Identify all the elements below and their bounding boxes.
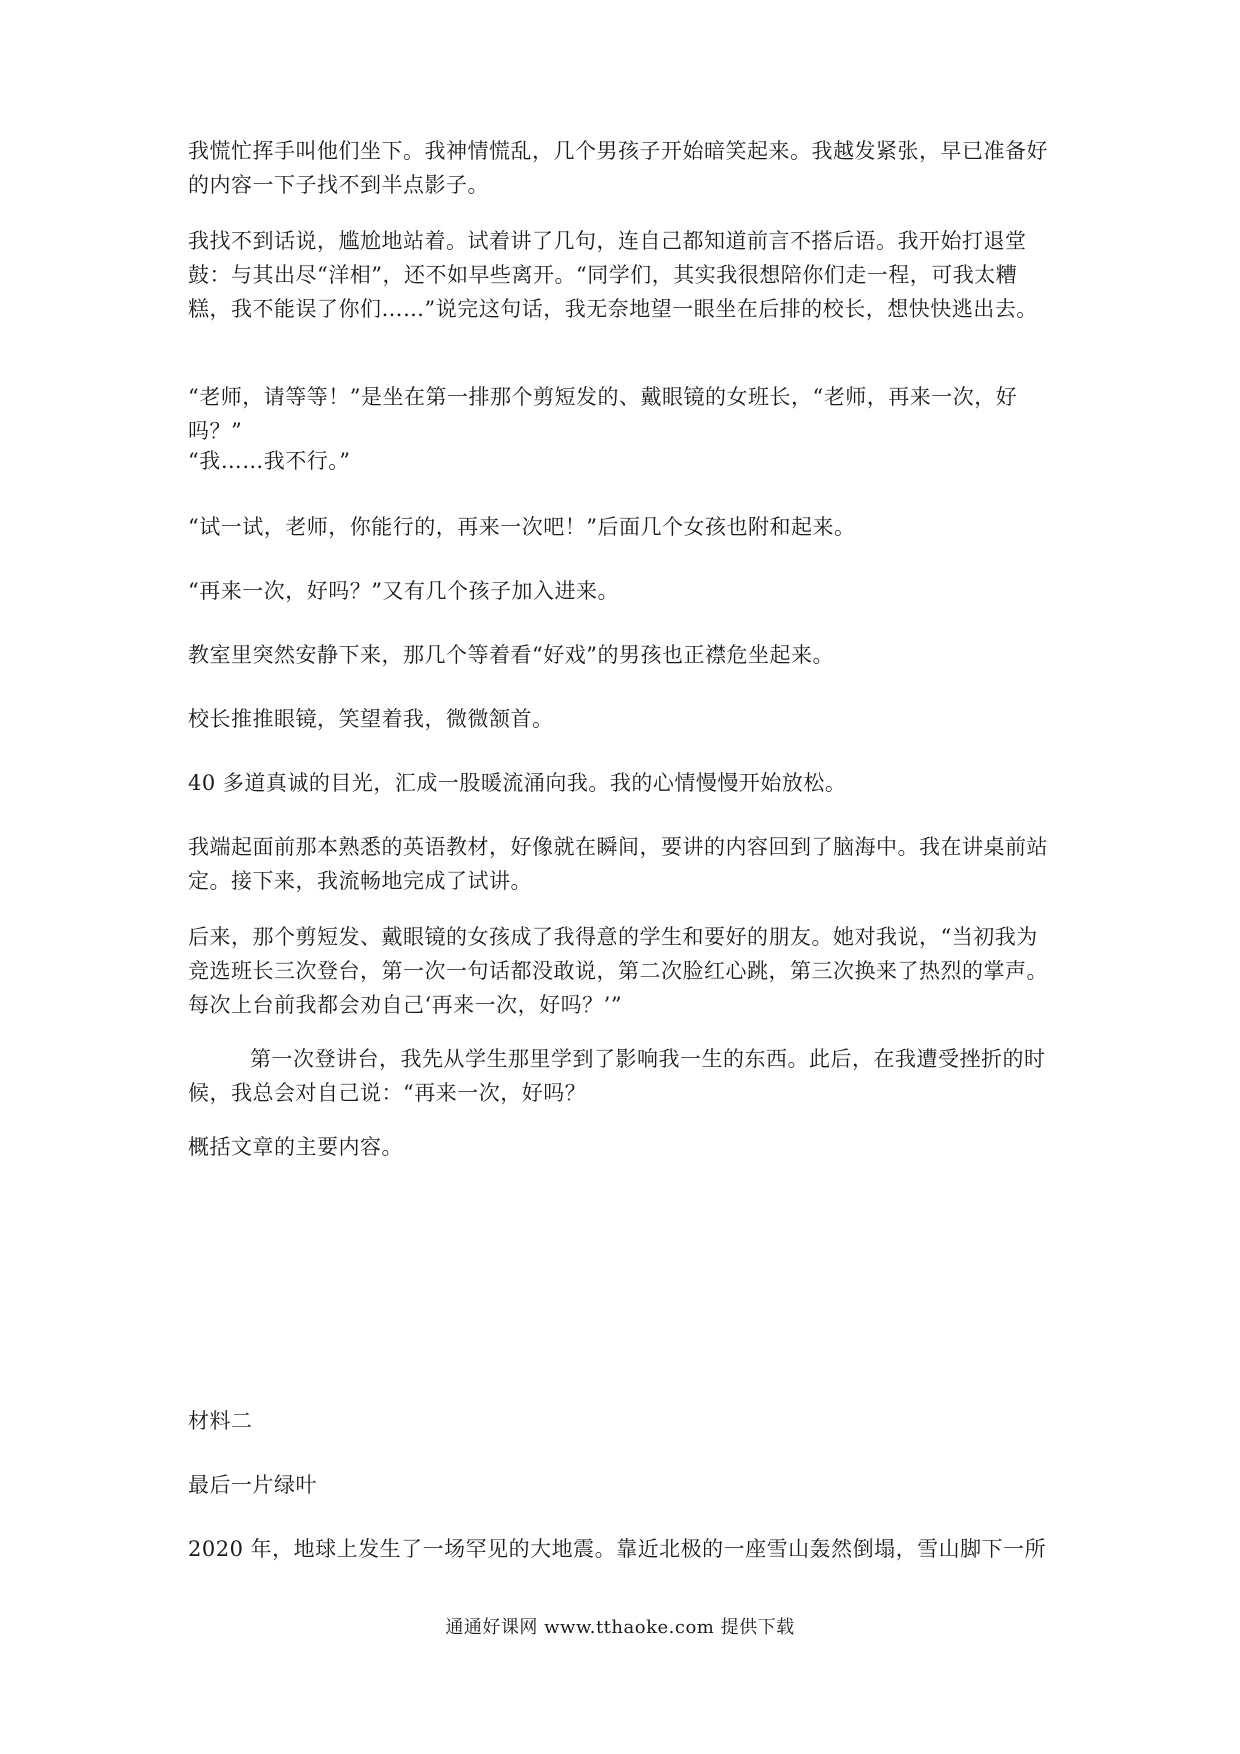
paragraph-9: 40 多道真诚的目光，汇成一股暖流涌向我。我的心情慢慢开始放松。 xyxy=(188,771,847,795)
paragraph-5: “试一试，老师，你能行的，再来一次吧！”后面几个女孩也附和起来。 xyxy=(188,515,856,539)
paragraph-4: “我……我不行。” xyxy=(188,449,351,473)
section-heading: 材料二 xyxy=(188,1409,253,1433)
paragraph-13: 2020 年，地球上发生了一场罕见的大地震。靠近北极的一座雪山轰然倒塌，雪山脚下一所 xyxy=(188,1537,1047,1561)
paragraph-1: 我慌忙挥手叫他们坐下。我神情慌乱，几个男孩子开始暗笑起来。我越发紧张，早已准备好的内容一下子找不到半点影子。 xyxy=(188,139,1048,197)
page-footer: 通通好课网 www.tthaoke.com 提供下载 xyxy=(445,1617,795,1638)
paragraph-8: 校长推推眼镜，笑望着我，微微颔首。 xyxy=(188,707,554,731)
question-prompt: 概括文章的主要内容。 xyxy=(188,1135,403,1159)
article-title: 最后一片绿叶 xyxy=(188,1473,317,1497)
paragraph-7: 教室里突然安静下来，那几个等着看“好戏”的男孩也正襟危坐起来。 xyxy=(188,643,834,667)
paragraph-3: “老师，请等等！”是坐在第一排那个剪短发的、戴眼镜的女班长，“老师，再来一次，好吗？” xyxy=(188,385,1018,443)
paragraph-10: 我端起面前那本熟悉的英语教材，好像就在瞬间，要讲的内容回到了脑海中。我在讲桌前站定。接下来，我流畅地完成了试讲。 xyxy=(188,835,1048,893)
paragraph-6: “再来一次，好吗？”又有几个孩子加入进来。 xyxy=(188,579,619,603)
paragraph-2: 我找不到话说，尴尬地站着。试着讲了几句，连自己都知道前言不搭后语。我开始打退堂鼓：与其出尽“洋相”，还不如早些离开。“同学们，其实我很想陪你们走一程，可我太糟糕，我不能误了你们……”说完这句话，我无奈地望一眼坐在后排的校长，想快快逃出去。 xyxy=(188,229,1038,321)
paragraph-12: 第一次登讲台，我先从学生那里学到了影响我一生的东西。此后，在我遭受挫折的时候，我总会对自己说：“再来一次，好吗？ xyxy=(188,1047,1046,1105)
paragraph-11: 后来，那个剪短发、戴眼镜的女孩成了我得意的学生和要好的朋友。她对我说，“当初我为竞选班长三次登台，第一次一句话都没敢说，第二次脸红心跳，第三次换来了热烈的掌声。每次上台前我都会劝自己‘再来一次，好吗？’” xyxy=(188,925,1048,1017)
